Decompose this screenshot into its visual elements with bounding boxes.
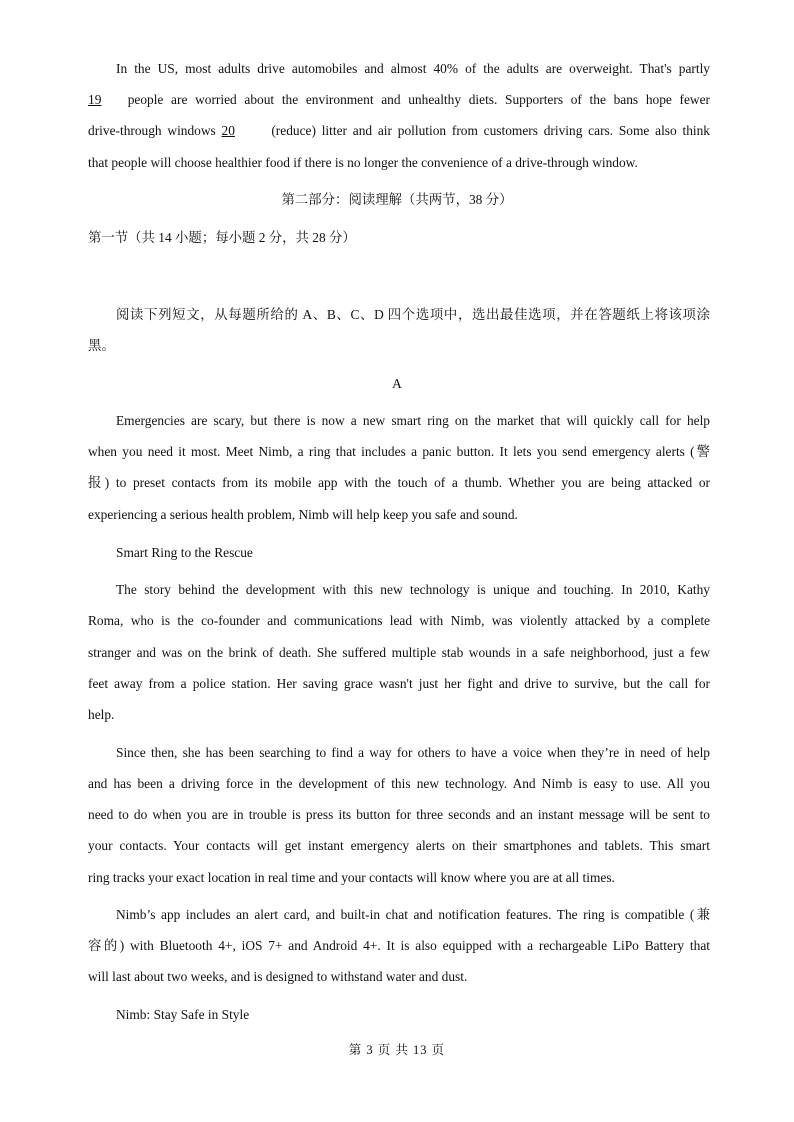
page-number: 第 3 页 共 13 页 (348, 1043, 446, 1057)
p4-line-2: 容的) with Bluetooth 4+, iOS 7+ and Android 4+. It is also equipped with a rechargeable LiPo Battery that (88, 938, 710, 953)
cloze-line-2 (88, 90, 710, 110)
p2-line-4: feet away from a police station. Her saving grace wasn't just her fight and drive to survive, but the call for (88, 676, 710, 691)
p1-line-2: when you need it most. Meet Nimb, a ring that includes a panic button. It lets you send emergency alerts (警 (88, 444, 710, 459)
cloze-line-3 (88, 121, 710, 141)
p3-line-4: your contacts. Your contacts will get instant emergency alerts on their smartphones and tablets. This smart (88, 838, 710, 853)
part-title: 第二部分：阅读理解（共两节，38 分） (281, 192, 513, 207)
p1-line-1: Emergencies are scary, but there is now a new smart ring on the market that will quickly call for help (116, 413, 710, 428)
cloze-line-1: In the US, most adults drive automobiles and almost 40% of the adults are overweight. That's partly (116, 61, 710, 76)
blank-19: 19 (88, 92, 102, 107)
p3-line-2: and has been a driving force in the development of this new technology. And Nimb is easy to use. All you (88, 776, 710, 791)
blank-20: 20 (221, 123, 235, 138)
p3-line-5: ring tracks your exact location in real time and your contacts will know where you are at all times. (88, 870, 615, 885)
p1-line-4: experiencing a serious health problem, Nimb will help keep you safe and sound. (88, 507, 518, 522)
instruction-line-1: 阅读下列短文，从每题所给的 A、B、C、D 四个选项中，选出最佳选项，并在答题纸上将该项涂 (116, 307, 710, 322)
subsection-title: 第一节（共 14 小题；每小题 2 分，共 28 分） (88, 230, 356, 245)
cloze-line-2-text: people are worried about the environment and unhealthy diets. Supporters of the bans hope fewer (127, 92, 710, 107)
instruction-line-2: 黑。 (88, 338, 115, 353)
p2-line-3: stranger and was on the brink of death. She suffered multiple stab wounds in a safe neighborhood, just a few (88, 645, 710, 660)
p4-line-1: Nimb’s app includes an alert card, and built-in chat and notification features. The ring is compatible (兼 (116, 907, 710, 922)
passage-label: A (392, 376, 402, 391)
p2-line-5: help. (88, 707, 115, 722)
p4-line-3: will last about two weeks, and is designed to withstand water and dust. (88, 969, 468, 984)
p1-line-3: 报) to preset contacts from its mobile app with the touch of a thumb. Whether you are being attacked or (88, 475, 710, 490)
p2-line-1: The story behind the development with this new technology is unique and touching. In 2010, Kathy (116, 582, 710, 597)
p3-line-3: need to do when you are in trouble is press its button for three seconds and an instant message will be sent to (88, 807, 710, 822)
heading-smart-ring: Smart Ring to the Rescue (116, 545, 253, 560)
cloze-line-4: that people will choose healthier food if there is no longer the convenience of a drive-through window. (88, 155, 638, 170)
p2-line-2: Roma, who is the co-founder and communications lead with Nimb, was violently attacked by a complete (88, 613, 710, 628)
cloze-line-3-text: (reduce) litter and air pollution from customers driving cars. Some also think (271, 123, 710, 138)
heading-stay-safe: Nimb: Stay Safe in Style (116, 1007, 250, 1022)
p3-line-1: Since then, she has been searching to find a way for others to have a voice when they’re in need of help (116, 745, 710, 760)
cloze-line-3-start: drive-through windows (88, 123, 216, 138)
